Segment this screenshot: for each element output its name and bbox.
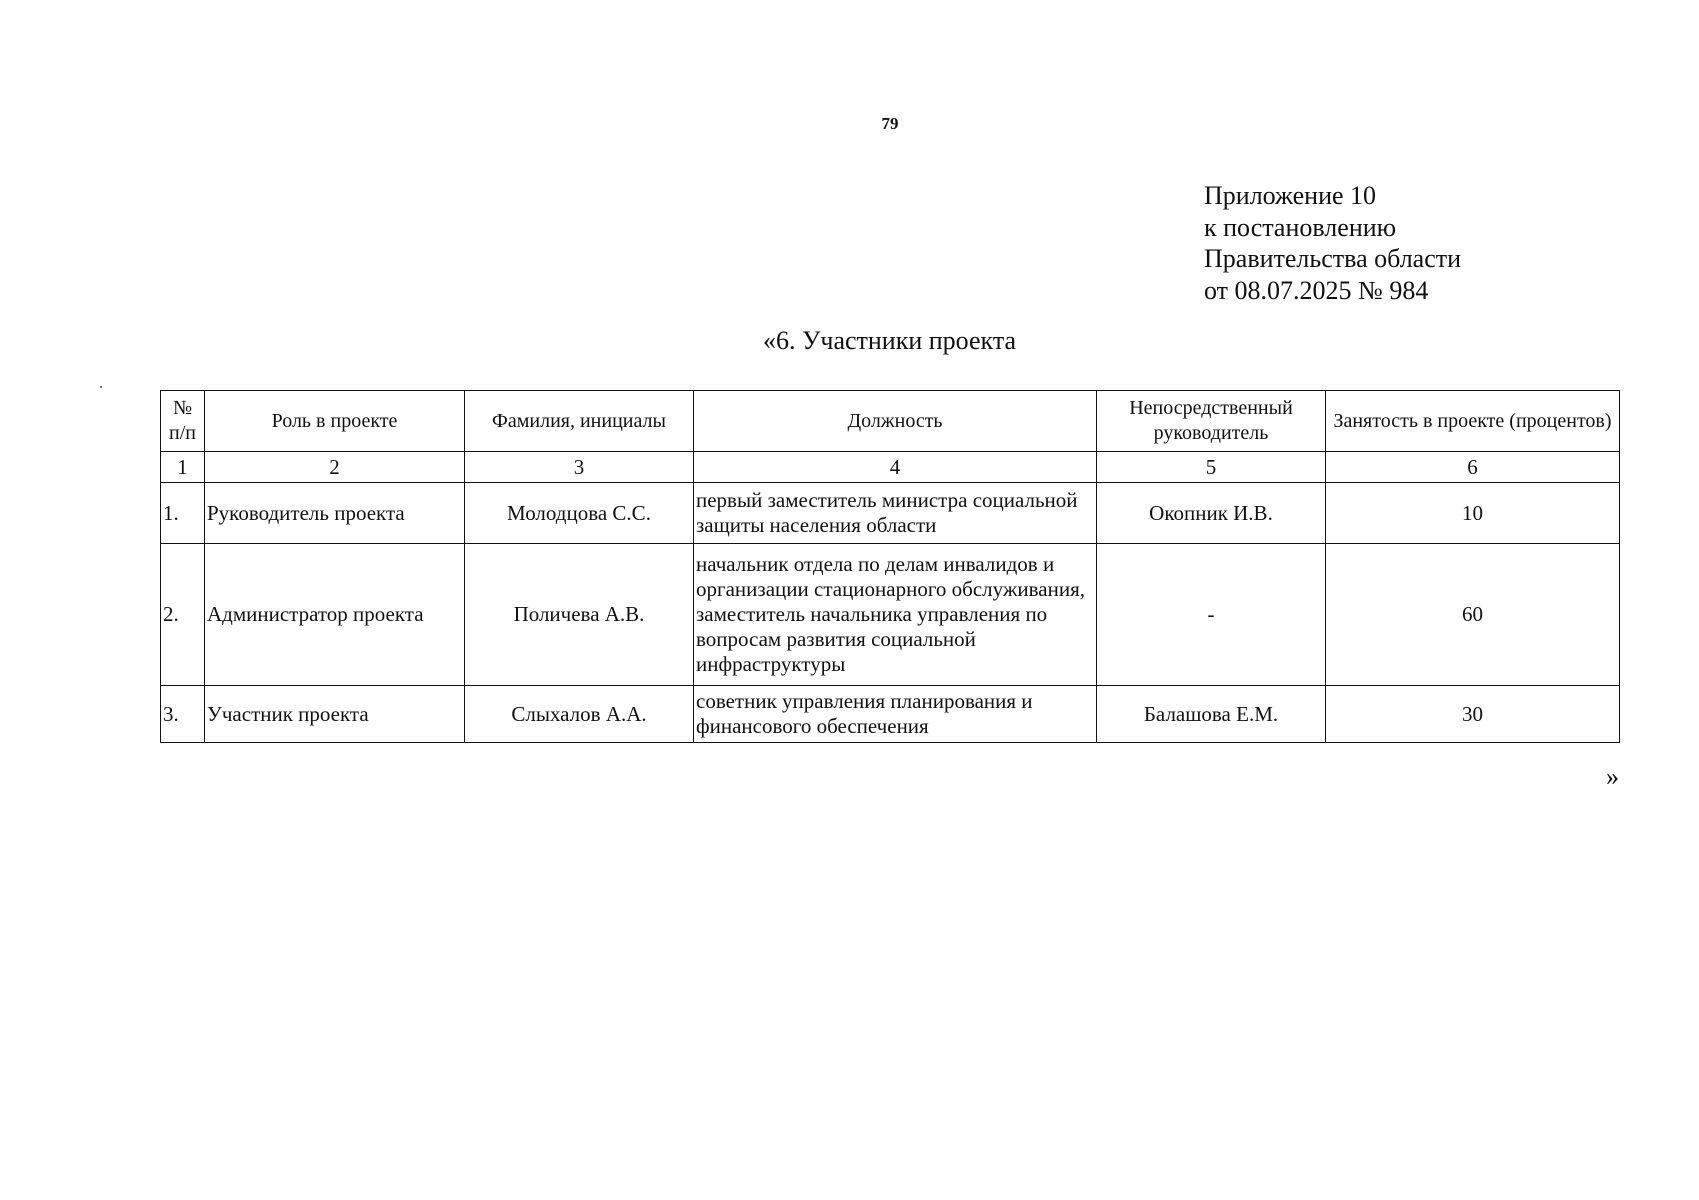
column-number: 5: [1097, 452, 1326, 483]
cell-position: начальник отдела по делам инвалидов и организации стационарного обслуживания, заместитель начальника управления по вопросам развития социальной инфраструктуры: [694, 544, 1097, 686]
cell-employment: 10: [1326, 483, 1620, 544]
column-number: 1: [161, 452, 205, 483]
cell-employment: 60: [1326, 544, 1620, 686]
cell-position: первый заместитель министра социальной защиты населения области: [694, 483, 1097, 544]
appendix-line: Правительства области: [1204, 244, 1462, 273]
header-manager: Непосредственный руководитель: [1097, 391, 1326, 452]
table-row: [161, 544, 1620, 686]
table-row: [161, 483, 1620, 544]
cell-manager: Окопник И.В.: [1097, 483, 1326, 544]
column-number: 2: [205, 452, 465, 483]
cell-employment: 30: [1326, 686, 1620, 743]
appendix-line: к постановлению: [1204, 212, 1397, 242]
cell-role: Руководитель проекта: [205, 483, 465, 544]
header-role: Роль в проекте: [205, 391, 465, 452]
cell-num: 3.: [161, 686, 205, 743]
header-num: № п/п: [161, 391, 205, 452]
cell-name: Слыхалов А.А.: [465, 686, 694, 743]
page-number: 79: [881, 114, 899, 133]
column-number: 6: [1326, 452, 1620, 483]
appendix-line: от 08.07.2025 № 984: [1204, 275, 1429, 305]
participants-table: [160, 390, 1620, 743]
cell-num: 1.: [161, 483, 205, 544]
header-employment: Занятость в проекте (процентов): [1326, 391, 1620, 452]
cell-role: Администратор проекта: [205, 544, 465, 686]
header-position: Должность: [694, 391, 1097, 452]
header-name: Фамилия, инициалы: [465, 391, 694, 452]
cell-position: советник управления планирования и финансового обеспечения: [694, 686, 1097, 743]
closing-quote: »: [1606, 762, 1619, 791]
section-title: «6. Участники проекта: [762, 326, 1017, 355]
table-row: [161, 686, 1620, 743]
table-header-row: [161, 391, 1620, 452]
column-number: 3: [465, 452, 694, 483]
cell-manager: -: [1097, 544, 1326, 686]
column-number-row: [161, 452, 1620, 483]
cell-role: Участник проекта: [205, 686, 465, 743]
appendix-line: Приложение 10: [1204, 181, 1377, 210]
column-number: 4: [694, 452, 1097, 483]
cell-name: Поличева А.В.: [465, 544, 694, 686]
scan-speck: [100, 386, 102, 388]
cell-num: 2.: [161, 544, 205, 686]
cell-name: Молодцова С.С.: [465, 483, 694, 544]
cell-manager: Балашова Е.М.: [1097, 686, 1326, 743]
appendix-block: [1204, 180, 1461, 306]
